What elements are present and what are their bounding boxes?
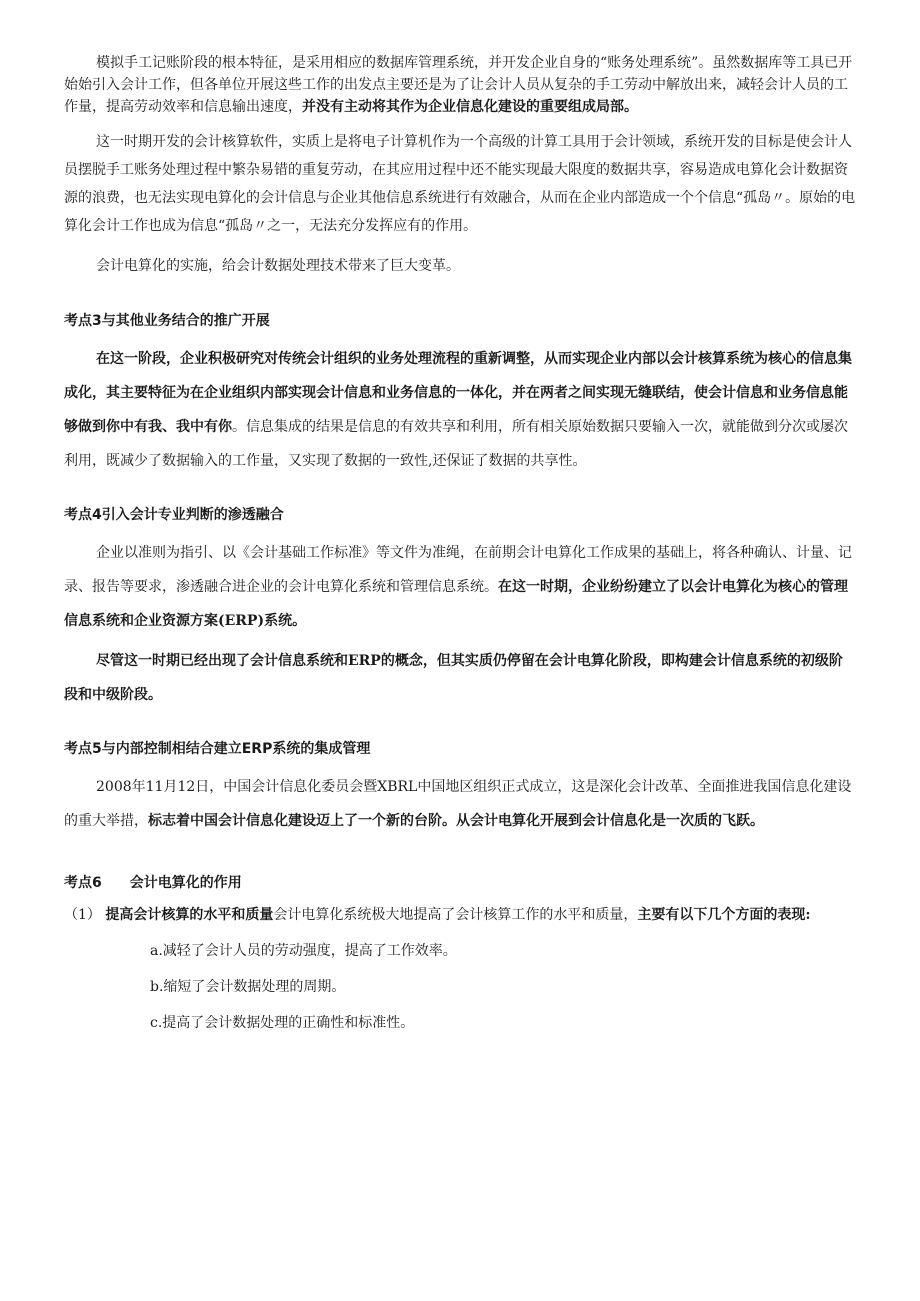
section-5-text: 2008年11月12日，中国会计信息化委员会暨XBRL中国地区组织正式成立，这是深化会计改革、全面推进我国信息化建设的重大举措， bbox=[64, 779, 852, 829]
list-item: b.缩短了会计数据处理的周期。 bbox=[150, 979, 346, 995]
section-4-emphasis: 在这一时期，企业纷纷建立了以会计电算化为核心的管理信息系统和企业资源方案(ERP)系统。 bbox=[64, 579, 848, 629]
intro-p1-emphasis: 并没有主动将其作为企业信息化建设的重要组成局部。 bbox=[302, 99, 638, 115]
section-4-paragraph-2: 尽管这一时期已经出现了会计信息系统和ERP的概念，但其实质仍停留在会计电算化阶段，即构建会计信息系统的初级阶段和中级阶段。 bbox=[64, 653, 843, 703]
section-6-heading bbox=[64, 872, 856, 894]
section-4-paragraph-1 bbox=[64, 536, 856, 638]
intro-p1-text: 模拟手工记账阶段的根本特征，是采用相应的数据库管理系统，并开发企业自身的“账务处理系统”。虽然数据库等工具已开始始引入会计工作，但各单位开展这些工作的出发点主要还是为了让会计人员从复杂的手工劳动中解放出来，减轻会计人员的工作量，提高劳动效率和信息输出速度， bbox=[64, 55, 853, 115]
section-3-paragraph bbox=[64, 342, 856, 478]
item-1-number: （1） bbox=[64, 907, 101, 923]
section-5-heading: 考点5与内部控制相结合建立ERP系统的集成管理 bbox=[64, 741, 371, 757]
section-3-heading: 考点3与其他业务结合的推广开展 bbox=[64, 313, 270, 329]
section-6-number: 考点6 bbox=[64, 875, 102, 891]
item-1-text: 会计电算化系统极大地提高了会计核算工作的水平和质量， bbox=[273, 907, 638, 923]
section-4-heading: 考点4引入会计专业判断的渗透融合 bbox=[64, 507, 284, 523]
document-page bbox=[64, 52, 856, 1048]
intro-paragraph-3: 会计电算化的实施，给会计数据处理技术带来了巨大变革。 bbox=[96, 258, 460, 274]
section-6-title: 会计电算化的作用 bbox=[129, 875, 242, 891]
item-1-emphasis: 提高会计核算的水平和质量 bbox=[105, 907, 274, 923]
intro-paragraph-1 bbox=[64, 52, 856, 118]
list-item: a.减轻了会计人员的劳动强度，提高了工作效率。 bbox=[150, 943, 457, 959]
section-5-paragraph bbox=[64, 770, 856, 838]
section-3-text: 。信息集成的结果是信息的有效共享和利用，所有相关原始数据只要输入一次，就能做到分次或屡次利用，既减少了数据输入的工作量，又实现了数据的一致性,还保证了数据的共享性。 bbox=[64, 419, 848, 469]
section-3-emphasis: 在这一阶段，企业积极研究对传统会计组织的业务处理流程的重新调整，从而实现企业内部以会计核算系统为核心的信息集成化，其主要特征为在企业组织内部实现会计信息和业务信息的一体化，并在两者之间实现无缝联结，使会计信息和业务信息能够做到你中有我、我中有你 bbox=[64, 351, 852, 435]
section-4-text: 企业以准则为指引、以《会计基础工作标准》等文件为准绳，在前期会计电算化工作成果的基础上，将各种确认、计量、记录、报告等要求，渗透融合进企业的会计电算化系统和管理信息系统。 bbox=[64, 545, 852, 595]
section-5-emphasis: 标志着中国会计信息化建设迈上了一个新的台阶。从会计电算化开展到会计信息化是一次质的飞跃。 bbox=[148, 813, 764, 829]
intro-paragraph-2: 这一时期开发的会计核算软件，实质上是将电子计算机作为一个高级的计算工具用于会计领域，系统开发的目标是使会计人员摆脱手工账务处理过程中繁杂易错的重复劳动，在其应用过程中还不能实现最大限度的数据共享，容易造成电算化会计数据资源的浪费，也无法实现电算化的会计信息与企业其他信息系统进行有效融合，从而在企业内部造成一个个信息“孤岛〃。原始的电算化会计工作也成为信息“孤岛〃之一，无法充分发挥应有的作用。 bbox=[64, 134, 856, 234]
item-1-emphasis-2: 主要有以下几个方面的表现: bbox=[637, 907, 811, 923]
list-item: c.提高了会计数据处理的正确性和标准性。 bbox=[150, 1015, 415, 1031]
section-6-item-1 bbox=[64, 904, 856, 926]
